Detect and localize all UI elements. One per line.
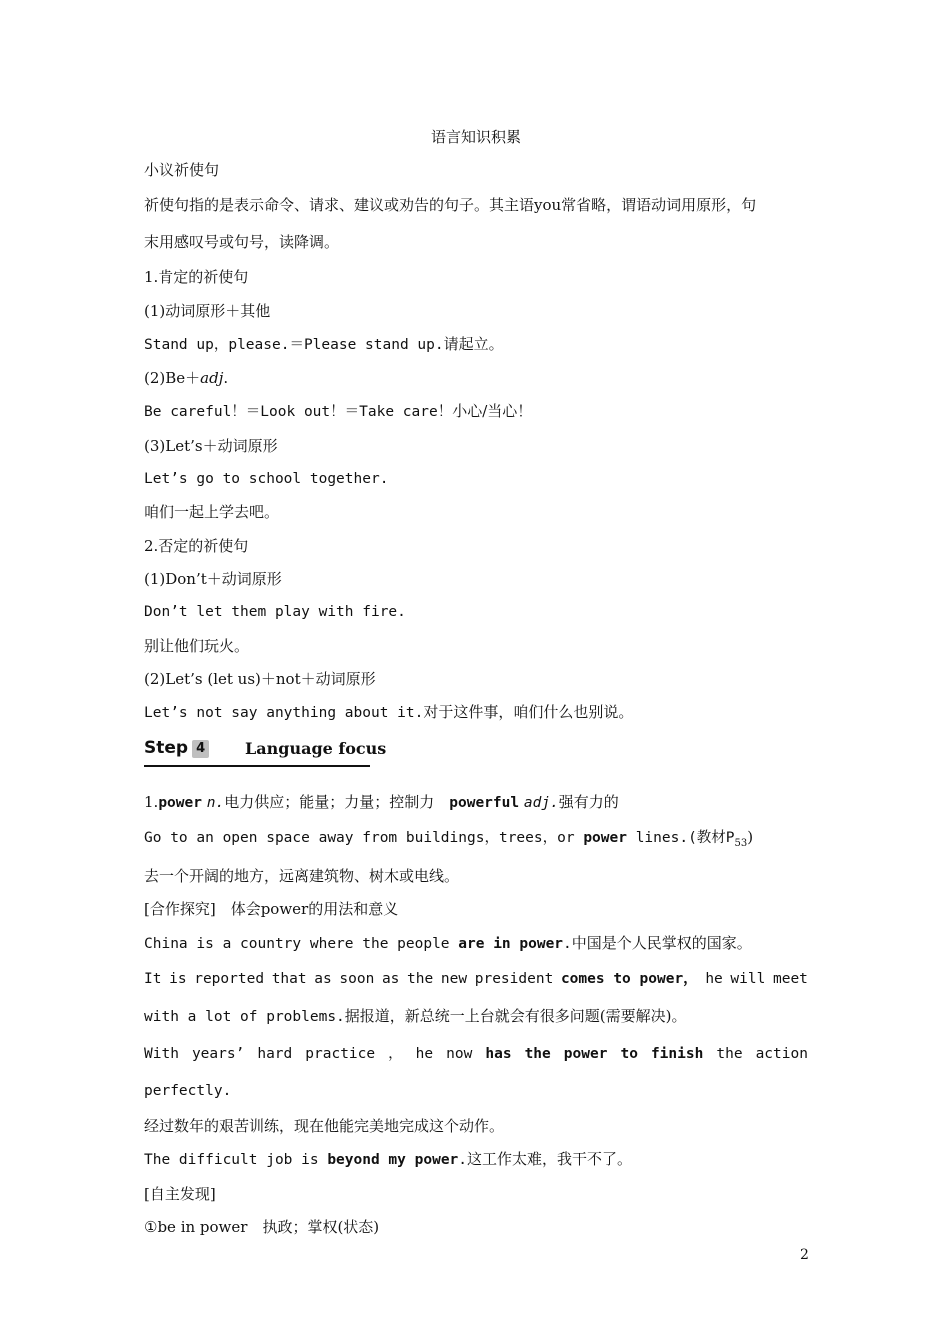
negative-example-2 [144, 696, 808, 730]
power-example-2-line-2: with a lot of problems.据报道，新总统一上台就会有很多问题(需要解决)。 [144, 1006, 687, 1025]
example-english: Stand up，please.＝Please stand up. [144, 336, 444, 353]
step-header [144, 730, 808, 786]
cooperative-explore-label: [合作探究] 体会power的用法和意义 [144, 900, 399, 919]
example-english: Let’s not say anything about it. [144, 705, 424, 722]
positive-rule-2: (2)Be＋adj. [144, 369, 229, 388]
step-title: Language focus [245, 739, 387, 759]
power-headword-line: 1.power n.电力供应；能量；力量；控制力 powerful adj.强有力的 [144, 793, 619, 812]
example-chinese: 小心/当心！ [452, 402, 533, 421]
imperative-heading: 小议祈使句 [144, 161, 220, 179]
positive-example-3-chinese: 咱们一起上学去吧。 [144, 503, 280, 522]
negative-example-1-chinese: 别让他们玩火。 [144, 636, 250, 655]
example-english: Be careful！＝Look out！＝Take care！ [144, 404, 453, 421]
positive-rule-1: (1)动词原形＋其他 [144, 301, 271, 320]
positive-imperative-title: 1.肯定的祈使句 [144, 268, 249, 287]
step-underline [144, 765, 370, 767]
related-word: powerful [449, 795, 520, 812]
positive-example-3-english: Let’s go to school together. [144, 471, 389, 488]
headword: power [158, 795, 202, 812]
textbook-example: Go to an open space away from buildings，trees，or power lines.(教材$P_{53}$) [144, 827, 754, 849]
negative-example-1-english: Don’t let them play with fire. [144, 604, 406, 621]
page-number: 2 [800, 1247, 809, 1263]
positive-rule-3: (3)Let’s＋动词原形 [144, 436, 278, 455]
imperative-intro-line-2: 末用感叹号或句号，读降调。 [144, 233, 340, 252]
discovery-item-1: ①be in power 执政；掌权(状态) [144, 1217, 380, 1236]
power-example-2-line-1: It is reported that as soon as the new president comes to power， he will meet [144, 970, 808, 987]
imperative-intro-line-1: 祈使句指的是表示命令、请求、建议或劝告的句子。其主语you常省略，谓语动词用原形，句 [144, 196, 757, 215]
section-title: 语言知识积累 [430, 128, 521, 146]
negative-rule-2: (2)Let’s (let us)＋not＋动词原形 [144, 669, 376, 688]
negative-rule-1: (1)Don’t＋动词原形 [144, 569, 282, 588]
negative-imperative-title: 2.否定的祈使句 [144, 536, 249, 555]
self-discovery-label: [自主发现] [144, 1184, 216, 1203]
power-example-3-line-2: perfectly. [144, 1082, 232, 1099]
example-chinese: 请起立。 [443, 334, 504, 353]
power-example-3-line-1: With years’ hard practice ， he now has the power to finish the action [144, 1045, 808, 1062]
power-example-1: China is a country where the people are in power.中国是个人民掌权的国家。 [144, 933, 752, 952]
positive-example-2 [144, 395, 808, 429]
example-chinese: 对于这件事，咱们什么也别说。 [423, 703, 634, 722]
headword-meaning: 电力供应；能量；力量；控制力 [224, 793, 435, 812]
step-number-badge: 4 [192, 740, 209, 758]
positive-example-1 [144, 328, 808, 362]
textbook-example-translation: 去一个开阔的地方，远离建筑物、树木或电线。 [144, 867, 460, 886]
page-content [144, 122, 808, 1244]
power-example-4: The difficult job is beyond my power.这工作太难，我干不了。 [144, 1150, 633, 1169]
power-example-3-translation: 经过数年的艰苦训练，现在他能完美地完成这个动作。 [144, 1116, 505, 1135]
step-label: Step 4 [144, 738, 209, 758]
